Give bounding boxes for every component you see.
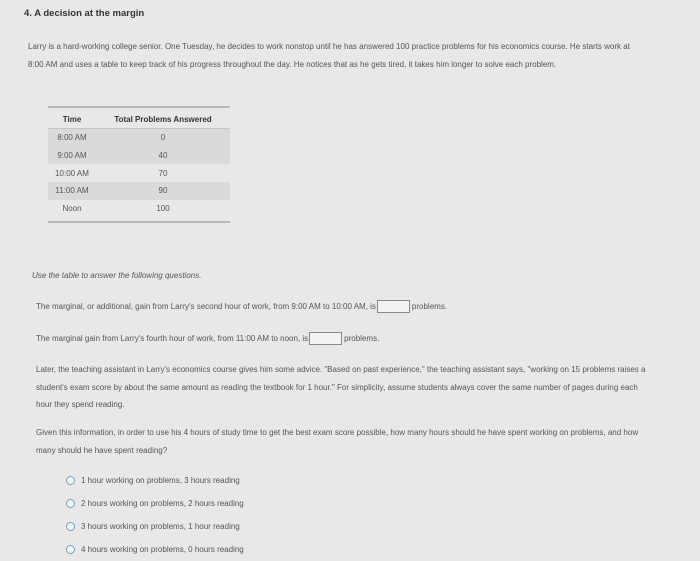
question-1-text: The marginal, or additional, gain from Larry's second hour of work, from 9:00 AM to 10:00 AM, is [36, 302, 376, 311]
table-row [48, 164, 230, 182]
time-cell: 10:00 AM [55, 168, 89, 178]
table-row [48, 200, 230, 223]
total-cell: 90 [96, 182, 230, 200]
given-question-paragraph: Given this information, in order to use his 4 hours of study time to get the best exam score possible, how many hours should he have spent working on problems, and how many should he have spent reading? [36, 428, 639, 455]
question-1-suffix: problems. [411, 302, 448, 311]
option-1[interactable] [66, 469, 244, 492]
answer-input-q1[interactable] [377, 300, 410, 313]
time-cell: Noon [62, 204, 82, 214]
table-row [48, 182, 230, 200]
column-header-total: Total Problems Answered [96, 107, 230, 129]
radio-button-icon[interactable] [66, 476, 75, 485]
answer-input-q2[interactable] [309, 332, 342, 345]
table-header-row [48, 107, 230, 129]
progress-table [48, 106, 230, 223]
time-cell: 11:00 AM [48, 182, 96, 200]
total-cell: 0 [96, 129, 230, 147]
question-1 [36, 300, 447, 313]
question-2 [36, 332, 379, 345]
option-label: 1 hour working on problems, 3 hours reading [81, 476, 240, 485]
option-4[interactable] [66, 538, 244, 561]
answer-options [66, 469, 244, 561]
time-cell: 8:00 AM [48, 129, 96, 147]
table-row [48, 147, 230, 165]
total-cell: 100 [156, 204, 170, 214]
option-label: 3 hours working on problems, 1 hour reading [81, 522, 240, 531]
instruction-text: Use the table to answer the following questions. [32, 271, 202, 280]
radio-button-icon[interactable] [66, 522, 75, 531]
table-row [48, 129, 230, 147]
total-cell: 40 [96, 147, 230, 165]
question-title: 4. A decision at the margin [24, 8, 145, 19]
time-cell: 9:00 AM [48, 147, 96, 165]
radio-button-icon[interactable] [66, 545, 75, 554]
column-header-time: Time [48, 107, 96, 129]
advice-paragraph: Later, the teaching assistant in Larry's economics course gives him some advice. "Based on past experience," the teaching assistant says, "working on 15 problems raises a student's exam score by about the same amount as reading the textbook for 1 hour." For simplicity, assume students always cover the same number of pages during each hour they spend reading. [36, 365, 646, 409]
radio-button-icon[interactable] [66, 499, 75, 508]
option-label: 4 hours working on problems, 0 hours reading [81, 545, 244, 554]
question-2-suffix: problems. [344, 334, 380, 343]
option-3[interactable] [66, 515, 244, 538]
option-2[interactable] [66, 492, 244, 515]
question-2-text: The marginal gain from Larry's fourth hour of work, from 11:00 AM to noon, is [36, 334, 309, 343]
intro-paragraph: Larry is a hard-working college senior. One Tuesday, he decides to work nonstop until he has answered 100 practice problems for his economics course. He starts work at 8:00 AM and uses a table to keep track of his progress throughout the day. He notices that as he gets tired, it takes him longer to solve each problem. [28, 42, 630, 69]
total-cell: 70 [158, 168, 168, 178]
option-label: 2 hours working on problems, 2 hours reading [81, 499, 244, 508]
